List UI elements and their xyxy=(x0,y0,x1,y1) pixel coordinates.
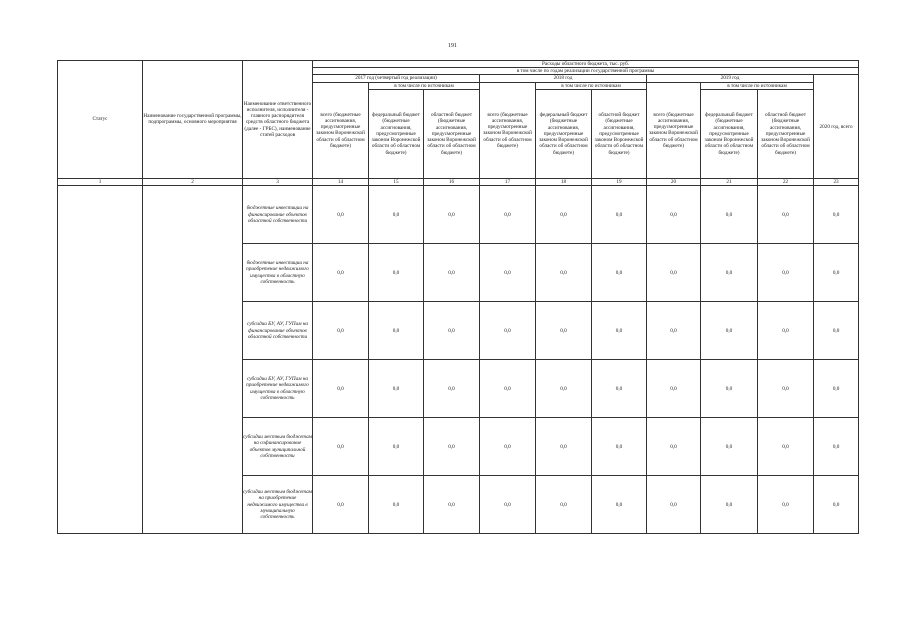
value-cell: 0,0 xyxy=(480,186,536,244)
value-cell: 0,0 xyxy=(758,186,814,244)
value-cell: 0,0 xyxy=(814,186,859,244)
value-cell: 0,0 xyxy=(647,302,701,360)
value-cell: 0,0 xyxy=(313,476,369,534)
value-cell: 0,0 xyxy=(424,244,480,302)
header-2017-federal: федеральный бюджет (бюджетные ассигнования, предусмотренные законом Воронежской области об областном бюджете) xyxy=(369,89,424,178)
header-2019-regional: областной бюджет (бюджетные ассигнования, предусмотренные законом Воронежской области об областном бюджете) xyxy=(758,89,814,178)
value-cell: 0,0 xyxy=(536,244,592,302)
value-cell: 0,0 xyxy=(369,302,424,360)
value-cell: 0,0 xyxy=(701,476,758,534)
column-number: 17 xyxy=(480,178,536,185)
column-number: 18 xyxy=(536,178,592,185)
value-cell: 0,0 xyxy=(480,360,536,418)
value-cell: 0,0 xyxy=(424,186,480,244)
value-cell: 0,0 xyxy=(758,476,814,534)
value-cell: 0,0 xyxy=(647,244,701,302)
value-cell: 0,0 xyxy=(313,418,369,476)
value-cell: 0,0 xyxy=(758,302,814,360)
value-cell: 0,0 xyxy=(369,186,424,244)
value-cell: 0,0 xyxy=(424,302,480,360)
column-number-row xyxy=(58,178,859,185)
expense-item: субсидии местным бюджетам на приобретение недвижимого имущества в муниципальную собственность xyxy=(243,476,313,534)
header-program: Наименование государственной программы, подпрограммы, основного мероприятия xyxy=(143,61,243,179)
value-cell: 0,0 xyxy=(647,186,701,244)
value-cell: 0,0 xyxy=(536,418,592,476)
column-number: 14 xyxy=(313,178,369,185)
value-cell: 0,0 xyxy=(701,360,758,418)
value-cell: 0,0 xyxy=(592,360,647,418)
value-cell: 0,0 xyxy=(592,302,647,360)
budget-table xyxy=(57,60,859,534)
value-cell: 0,0 xyxy=(369,244,424,302)
value-cell: 0,0 xyxy=(536,186,592,244)
value-cell: 0,0 xyxy=(701,244,758,302)
header-2018-sources: в том числе по источникам xyxy=(536,82,647,89)
column-number: 19 xyxy=(592,178,647,185)
value-cell: 0,0 xyxy=(814,418,859,476)
value-cell: 0,0 xyxy=(758,244,814,302)
header-2020-total: 2020 год, всего xyxy=(814,75,859,178)
value-cell: 0,0 xyxy=(814,360,859,418)
header-year-2019: 2019 год xyxy=(647,75,814,82)
column-number: 22 xyxy=(758,178,814,185)
header-2017-total: всего (бюджетные ассигнования, предусмотренные законом Воронежской области об областном бюджете) xyxy=(313,82,369,178)
header-2018-total: всего (бюджетные ассигнования, предусмотренные законом Воронежской области об областном бюджете) xyxy=(480,82,536,178)
value-cell: 0,0 xyxy=(480,244,536,302)
value-cell: 0,0 xyxy=(814,302,859,360)
value-cell: 0,0 xyxy=(758,360,814,418)
header-2019-total: всего (бюджетные ассигнования, предусмотренные законом Воронежской области об областном бюджете) xyxy=(647,82,701,178)
value-cell: 0,0 xyxy=(480,476,536,534)
value-cell: 0,0 xyxy=(369,418,424,476)
value-cell: 0,0 xyxy=(480,302,536,360)
header-status: Статус xyxy=(58,61,143,179)
column-number: 23 xyxy=(814,178,859,185)
header-executor: Наименование ответственного исполнителя, исполнителя - главного распорядителя средств областного бюджета (далее - ГРБС), наименование статей расходов xyxy=(243,61,313,179)
header-year-2017: 2017 год (четвертый год реализации) xyxy=(313,75,480,82)
value-cell: 0,0 xyxy=(701,418,758,476)
column-number: 3 xyxy=(243,178,313,185)
value-cell: 0,0 xyxy=(701,186,758,244)
value-cell: 0,0 xyxy=(647,418,701,476)
column-number: 21 xyxy=(701,178,758,185)
header-2017-regional: областной бюджет (бюджетные ассигнования, предусмотренные законом Воронежской области об областном бюджете) xyxy=(424,89,480,178)
value-cell: 0,0 xyxy=(814,244,859,302)
value-cell: 0,0 xyxy=(313,244,369,302)
value-cell: 0,0 xyxy=(592,186,647,244)
status-cell xyxy=(58,186,143,534)
value-cell: 0,0 xyxy=(536,302,592,360)
value-cell: 0,0 xyxy=(536,476,592,534)
header-2019-sources: в том числе по источникам xyxy=(701,82,814,89)
table-body xyxy=(58,186,859,534)
value-cell: 0,0 xyxy=(369,476,424,534)
value-cell: 0,0 xyxy=(592,244,647,302)
expense-item: бюджетные инвестиции на финансирование объектов областной собственности xyxy=(243,186,313,244)
header-2018-federal: федеральный бюджет (бюджетные ассигнования, предусмотренные законом Воронежской области об областном бюджете) xyxy=(536,89,592,178)
value-cell: 0,0 xyxy=(592,476,647,534)
expense-item: бюджетные инвестиции на приобретение недвижимого имущества в областную собственность xyxy=(243,244,313,302)
value-cell: 0,0 xyxy=(313,302,369,360)
table-row xyxy=(58,186,859,244)
value-cell: 0,0 xyxy=(536,360,592,418)
header-2018-regional: областной бюджет (бюджетные ассигнования, предусмотренные законом Воронежской области об областном бюджете) xyxy=(592,89,647,178)
value-cell: 0,0 xyxy=(369,360,424,418)
column-number: 20 xyxy=(647,178,701,185)
header-expenses: Расходы областного бюджета, тыс. руб. xyxy=(313,61,859,68)
value-cell: 0,0 xyxy=(424,476,480,534)
program-cell xyxy=(143,186,243,534)
header-by-years: в том числе по годам реализации государственной программы xyxy=(313,68,859,75)
header-year-2018: 2018 год xyxy=(480,75,647,82)
column-number: 16 xyxy=(424,178,480,185)
value-cell: 0,0 xyxy=(592,418,647,476)
value-cell: 0,0 xyxy=(480,418,536,476)
value-cell: 0,0 xyxy=(647,476,701,534)
page-number: 191 xyxy=(448,43,457,49)
value-cell: 0,0 xyxy=(647,360,701,418)
header-2019-federal: федеральный бюджет (бюджетные ассигнования, предусмотренные законом Воронежской области об областном бюджете) xyxy=(701,89,758,178)
value-cell: 0,0 xyxy=(758,418,814,476)
value-cell: 0,0 xyxy=(424,418,480,476)
column-number: 15 xyxy=(369,178,424,185)
expense-item: субсидии местным бюджетам на софинансирование объектов муниципальной собственности xyxy=(243,418,313,476)
value-cell: 0,0 xyxy=(313,186,369,244)
column-number: 1 xyxy=(58,178,143,185)
column-number: 2 xyxy=(143,178,243,185)
value-cell: 0,0 xyxy=(313,360,369,418)
value-cell: 0,0 xyxy=(701,302,758,360)
header-2017-sources: в том числе по источникам xyxy=(369,82,480,89)
value-cell: 0,0 xyxy=(424,360,480,418)
value-cell: 0,0 xyxy=(814,476,859,534)
expense-item: субсидии БУ, АУ, ГУПам на финансирование объектов областной собственности xyxy=(243,302,313,360)
expense-item: субсидии БУ, АУ, ГУПам на приобретение недвижимого имущества в областную собственность xyxy=(243,360,313,418)
